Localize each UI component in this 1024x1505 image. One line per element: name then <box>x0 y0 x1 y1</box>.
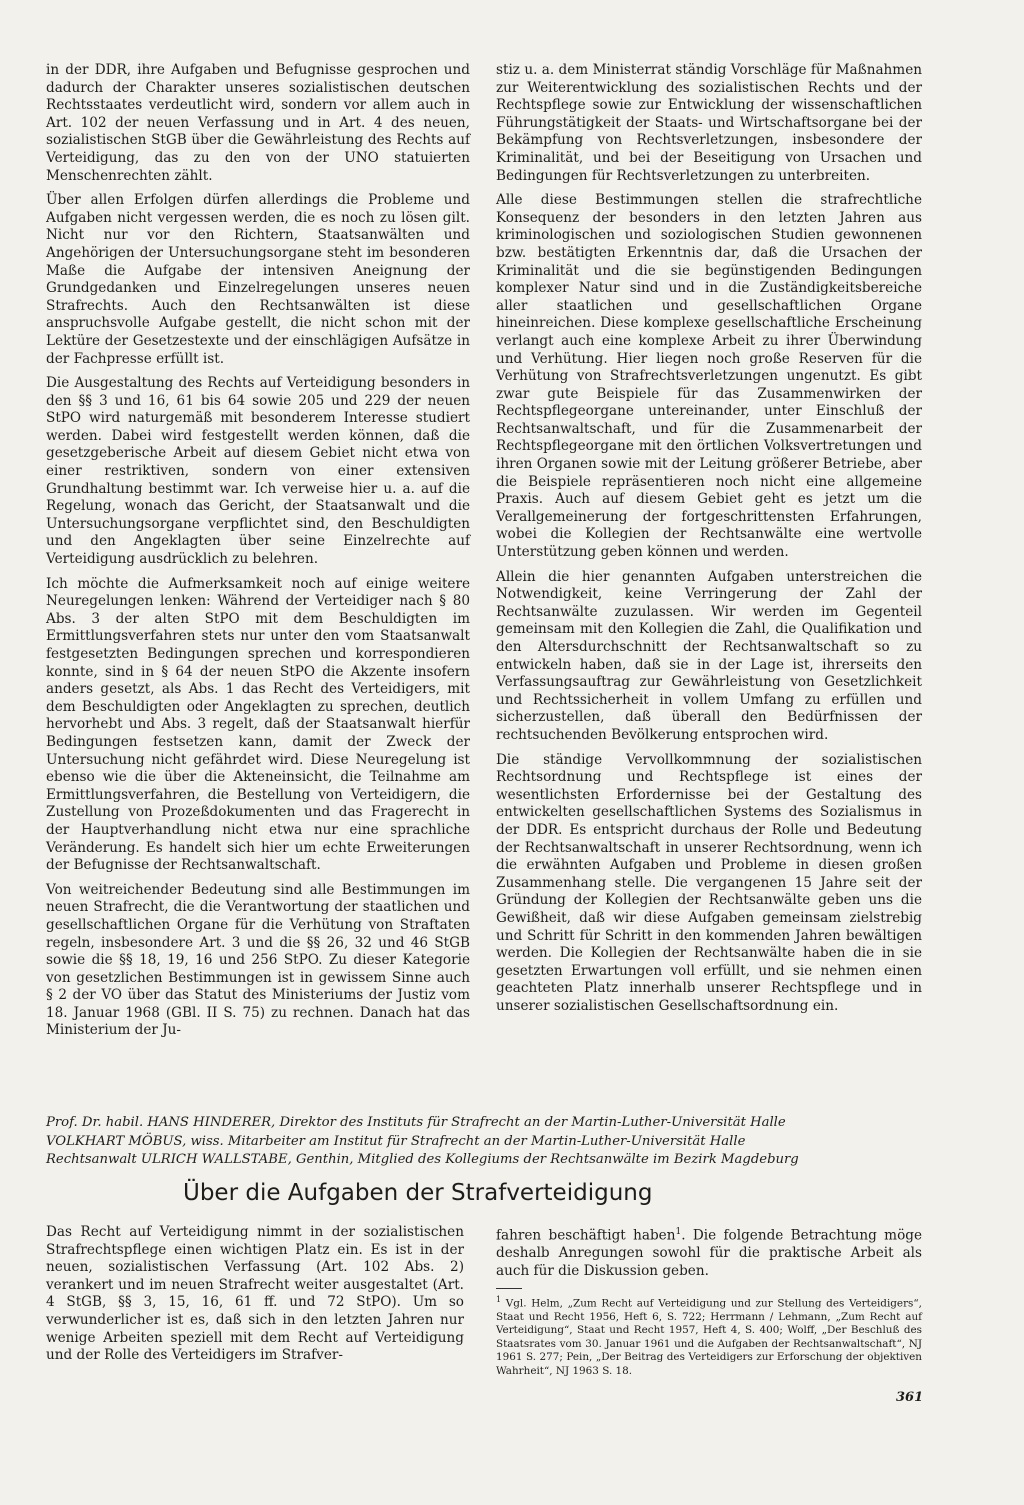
article-title: Über die Aufgaben der Strafverteidigung <box>183 1180 653 1206</box>
footnote <box>496 1293 922 1378</box>
paragraph <box>496 1224 922 1280</box>
left-column <box>46 62 470 1047</box>
article-left-column <box>46 1224 464 1372</box>
paragraph: Von weitreichender Bedeutung sind alle Bestimmungen im neuen Strafrecht, die die Verantwortung der staatlichen und gesellschaftlichen Organe für die Verhütung von Straftaten regeln, insbesondere Art. 3 und die §§ 26, 32 und 46 StGB sowie die §§ 18, 19, 16 und 256 StPO. Zu dieser Kategorie von gesetzlichen Bestimmungen ist in gewissem Sinne auch § 2 der VO über das Statut des Ministeriums der Justiz vom 18. Januar 1968 (GBl. II S. 75) zu rechnen. Danach hat das Ministerium der Ju- <box>46 881 470 1039</box>
text-segment: . Die folgende Betrachtung möge deshalb Anregungen sowohl für die praktische Arbeit als auch für die Diskussion geben. <box>496 1227 922 1279</box>
paragraph: in der DDR, ihre Aufgaben und Befugnisse gesprochen und dadurch der Charakter unseres sozialistischen deutschen Rechtsstaates verdeutlicht wird, sondern vor allem auch in Art. 102 der neuen Verfassung und in Art. 4 des neuen, sozialistischen StGB über die Gewährleistung des Rechts auf Verteidigung, das zu den von der UNO statuierten Menschenrechten zählt. <box>46 62 470 184</box>
paragraph: Allein die hier genannten Aufgaben unterstreichen die Notwendigkeit, keine Verringerung der Zahl der Rechtsanwälte zuzulassen. Wir werden im Gegenteil gemeinsam mit den Kollegien die Zahl, die Qualifikation und den Altersdurchschnitt der Rechtsanwaltschaft so zu entwickeln haben, daß sie in der Lage ist, ihrerseits den Verfassungsauftrag zur Gewährleistung von Gesetzlichkeit und Rechtssicherheit in vollem Umfang zu erfüllen und sicherzustellen, daß überall den Bedürfnissen der rechtsuchenden Bevölkerung entsprochen wird. <box>496 568 922 743</box>
page-number: 361 <box>896 1390 924 1405</box>
author-line: Prof. Dr. habil. HANS HINDERER, Direktor des Instituts für Strafrecht an der Martin-Luther-Universität Halle <box>46 1115 786 1130</box>
article-right-column <box>496 1224 922 1287</box>
paragraph: stiz u. a. dem Ministerrat ständig Vorschläge für Maßnahmen zur Weiterentwicklung des sozialistischen Rechts und der Rechtspflege sowie zur Entwicklung der wissenschaftlichen Führungstätigkeit der Staats- und Wirtschaftsorgane bei der Bekämpfung von Rechtsverletzungen, insbesondere der Kriminalität, und bei der Beseitigung von Ursachen und Bedingungen für Rechtsverletzungen zu unterbreiten. <box>496 62 922 184</box>
footnote-marker: 1 <box>496 1295 502 1304</box>
author-line: Rechtsanwalt ULRICH WALLSTABE, Genthin, Mitglied des Kollegiums der Rechtsanwälte im Bezirk Magdeburg <box>46 1152 799 1168</box>
author-line: VOLKHART MÖBUS, wiss. Mitarbeiter am Institut für Strafrecht an der Martin-Luther-Universität Halle <box>46 1133 746 1149</box>
paragraph: Das Recht auf Verteidigung nimmt in der sozialistischen Strafrechtspflege einen wichtigen Platz ein. Es ist in der neuen, sozialistischen Verfassung (Art. 102 Abs. 2) verankert und im neuen Strafrecht weiter ausgestaltet (Art. 4 StGB, §§ 3, 15, 16, 61 ff. und 72 StPO). Um so verwunderlicher ist es, daß sich in den letzten Jahren nur wenige Arbeiten speziell mit dem Recht auf Verteidigung und der Rolle des Verteidigers im Strafver- <box>46 1224 464 1364</box>
paragraph: Die Ausgestaltung des Rechts auf Verteidigung besonders in den §§ 3 und 16, 61 bis 64 sowie 205 und 229 der neuen StPO wird naturgemäß mit besonderem Interesse studiert werden. Dabei wird festgestellt werden können, daß die gesetzgeberische Arbeit auf diesem Gebiet nicht etwa von einer restriktiven, sondern von einer extensiven Grundhaltung bestimmt war. Ich verweise hier u. a. auf die Regelung, wonach das Gericht, der Staatsanwalt und die Untersuchungsorgane verpflichtet sind, den Beschuldigten und den Angeklagten über seine Einzelrechte auf Verteidigung ausdrücklich zu belehren. <box>46 375 470 568</box>
right-column <box>496 62 922 1022</box>
paragraph: Alle diese Bestimmungen stellen die strafrechtliche Konsequenz der besonders in den letzten Jahren aus kriminologischen und soziologischen Studien gewonnenen bzw. bestätigten Erkenntnis dar, daß die Ursachen der Kriminalität und die sie begünstigenden Bedingungen komplexer Natur sind und in die Zuständigkeitsbereiche aller staatlichen und gesellschaftlichen Organe hineinreichen. Diese komplexe gesellschaftliche Erscheinung verlangt auch eine komplexe Arbeit zu ihrer Überwindung und Verhütung. Hier liegen noch große Reserven für die Verhütung von Strafrechtsverletzungen ungenutzt. Es gibt zwar gute Beispiele für das Zusammenwirken der Rechtspflegeorgane untereinander, unter Einschluß der Rechtsanwaltschaft, und für die Zusammenarbeit der Rechtspflegeorgane mit den örtlichen Volksvertretungen und ihren Organen sowie mit der Leitung größerer Betriebe, aber die Beispiele repräsentieren noch nicht eine allgemeine Praxis. Auch auf diesem Gebiet geht es jetzt um die Verallgemeinerung der fortgeschrittensten Erfahrungen, wobei die Kollegien der Rechtsanwälte eine wertvolle Unterstützung geben können und werden. <box>496 192 922 561</box>
text-segment: fahren beschäftigt haben <box>496 1227 676 1244</box>
paragraph: Die ständige Vervollkommnung der sozialistischen Rechtsordnung und Rechtspflege ist eines der wesentlichsten Erfordernisse bei der Gestaltung des entwickelten gesellschaftlichen Systems des Sozialismus in der DDR. Es entspricht durchaus der Rolle und Bedeutung der Rechtsanwaltschaft in unserer Rechtsordnung, wenn ich die erwähnten Aufgaben und Probleme in diesen großen Zusammenhang stelle. Die vergangenen 15 Jahre seit der Gründung der Kollegien der Rechtsanwälte geben uns die Gewißheit, daß wir diese Aufgaben gemeinsam zielstrebig und Schritt für Schritt in den kommenden Jahren bewältigen werden. Die Kollegien der Rechtsanwälte haben die in sie gesetzten Erwartungen voll erfüllt, und sie nehmen einen geachteten Platz innerhalb unserer Rechtspflege und in unserer sozialistischen Gesellschaftsordnung ein. <box>496 751 922 1014</box>
paragraph: Über allen Erfolgen dürfen allerdings die Probleme und Aufgaben nicht vergessen werden, die es noch zu lösen gilt. Nicht nur vor den Richtern, Staatsanwälten und Angehörigen der Untersuchungsorgane steht im besonderen Maße die Aufgabe der intensiven Aneignung der Grundgedanken und Einzelregelungen unseres neuen Strafrechts. Auch den Rechtsanwälten ist diese anspruchsvolle Aufgabe gestellt, die nicht schon mit der Lektüre der Gesetzestexte und der einschlägigen Aufsätze in der Fachpresse erfüllt ist. <box>46 192 470 367</box>
author-block <box>46 1114 926 1170</box>
footnote-reference[interactable]: 1 <box>675 1227 682 1237</box>
footnote-text: Vgl. Helm, „Zum Recht auf Verteidigung und zur Stellung des Verteidigers“, Staat und Recht 1956, Heft 6, S. 722; Herrmann / Lehmann, „Zum Recht auf Verteidigung“, Staat und Recht 1957, Heft 4, S. 400; Wolff, „Der Beschluß des Staatsrates vom 30. Januar 1961 und die Aufgaben der Rechtsanwaltschaft“, NJ 1961 S. 277; Pein, „Der Beitrag des Verteidigers zur Erforschung der objektiven Wahrheit“, NJ 1963 S. 18. <box>496 1297 922 1377</box>
paragraph: Ich möchte die Aufmerksamkeit noch auf einige weitere Neuregelungen lenken: Während der Verteidiger nach § 80 Abs. 3 der alten StPO mit dem Beschuldigten im Ermittlungsverfahren stets nur unter den vom Staatsanwalt festgesetzten Bedingungen sprechen und korrespondieren konnte, sind in § 64 der neuen StPO die Akzente insofern anders gesetzt, als Abs. 1 das Recht des Verteidigers, mit dem Beschuldigten oder Angeklagten zu sprechen, deutlich hervorhebt und Abs. 3 regelt, daß der Staatsanwalt hierfür Bedingungen festsetzen kann, damit der Zweck der Untersuchung nicht gefährdet wird. Diese Neuregelung ist ebenso wie die über die Akteneinsicht, die Teilnahme am Ermittlungsverfahren, die Bestellung von Verteidigern, die Zustellung von Prozeßdokumenten und das Fragerecht in der Hauptverhandlung nicht etwa nur eine sprachliche Veränderung. Es handelt sich hier um echte Erweiterungen der Befugnisse der Rechtsanwaltschaft. <box>46 575 470 874</box>
footnote-divider <box>496 1288 522 1289</box>
